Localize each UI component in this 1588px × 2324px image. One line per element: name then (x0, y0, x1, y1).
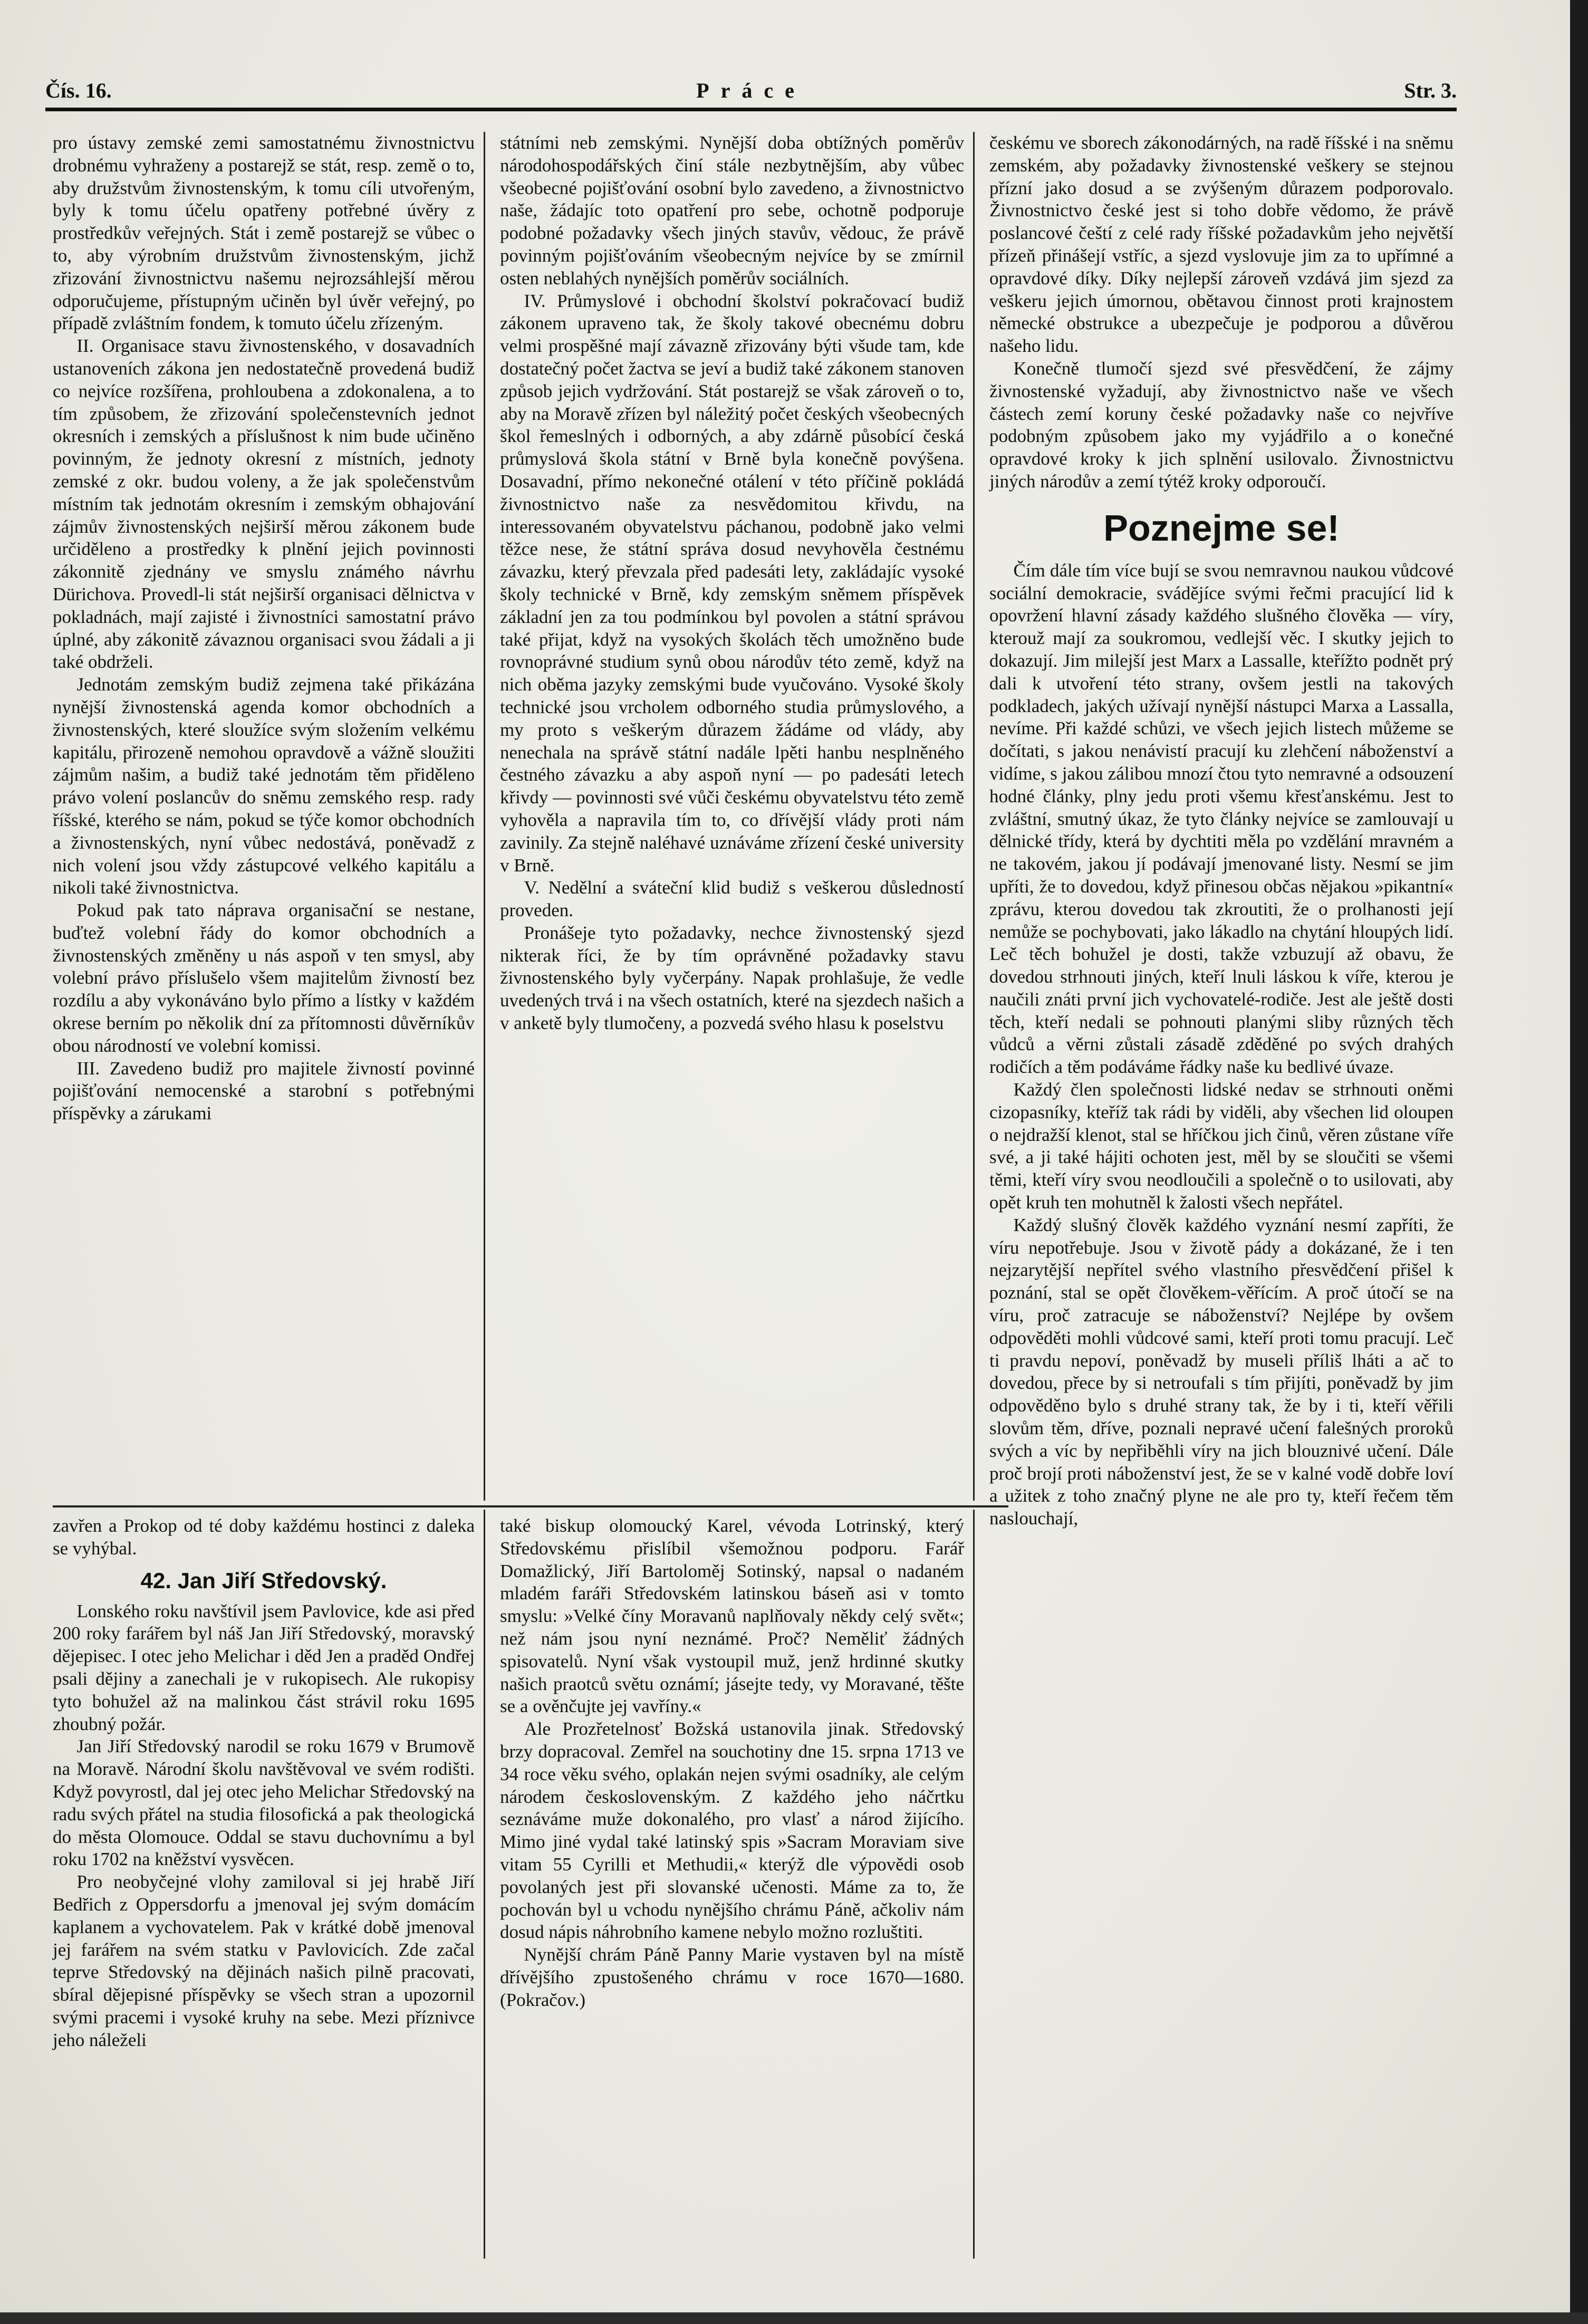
paragraph: V. Nedělní a sváteční klid budiž s veškerou důsledností proveden. (500, 877, 964, 921)
paragraph: Konečně tlumočí sjezd své přesvědčení, že zájmy živnostenské vyžadují, aby živnostnictvo naše ve všech částech zemí koruny české požadavky naše co nejvříve podobným způsobem jako my vyjádřilo a o konečné opravdové kroky k jich splnění usilovalo. Živnostnictvu jiných národův a zemí týtéž kroky odporoučí. (989, 358, 1454, 492)
paragraph: III. Zavedeno budiž pro majitele živností povinné pojišťování nemocenské a starobní s potřebnými příspěvky a zárukami (53, 1058, 475, 1124)
paragraph: Každý člen společnosti lidské nedav se strhnouti oněmi cizopasníky, kteříž tak rádi by viděli, aby všechen lid oloupen o nejdražší klenot, stal se hříčkou jich činů, věren zůstane víře své, a ji také hájiti ochoten jest, měl by se sloučiti se všemi těmi, kteří víry svou neodloučili a společně o to usilovati, aby opět kruh ten mohutněl k žalosti všech nepřátel. (989, 1079, 1454, 1213)
section-separator (53, 1505, 1008, 1507)
paragraph: Ale Prozřetelnosť Božská ustanovila jinak. Středovský brzy dopracoval. Zemřel na souchotiny dne 15. srpna 1713 ve 34 roce věku svého, oplakán nejen svými osadníky, ale celým národem československým. Z každého jeho náčrtku seznáváme muže dokonalého, pro vlasť a národ žijícího. Mimo jiné vydal také latinský spis »Sacram Moraviam sive vitam 55 Cyrilli et Methudii,« kterýž dle výpovědi osob povolaných jest při slovanské učenosti. Máme za to, že pochován byl u vchodu nynějšího chrámu Páně, ačkoliv nám dosud nápis náhrobního kamene nebylo možno rozluštiti. (500, 1718, 964, 1943)
column-2-upper (500, 132, 964, 1035)
issue-number: Čís. 16. (45, 79, 112, 102)
page-header (45, 78, 1457, 110)
column-1-lower (53, 1515, 475, 2052)
header-rule (45, 108, 1457, 111)
paragraph: Pronášeje tyto požadavky, nechce živnostenský sjezd nikterak říci, že by tím oprávněné požadavky stavu živnostenského byly vyčerpány. Napak prohlašuje, že vedle uvedených trvá i na všech ostatních, které na sjezdech našich a v anketě byly tlumočeny, a pozvedá svého hlasu k poselstvu (500, 922, 964, 1034)
article-title: 42. Jan Jiří Středovský. (140, 1568, 387, 1593)
column-rule-3 (484, 1510, 485, 2259)
paragraph: Čím dále tím více bují se svou nemravnou naukou vůdcové sociální demokracie, svádějíce svými řečmi pracující lid k opovržení hlavní zásady každého slušného člověka — víry, kterouž mají za soukromou, vedlejší věc. I skutky jejich to dokazují. Jim milejší jest Marx a Lassalle, kteřížto podnět prý dali k utvoření této strany, ovšem jestli na takových podkladech, jakých užívají nynější nástupci Marxa a Lassalla, nevíme. Při každé schůzi, ve všech jejich listech můžeme se dočítati, s jakou nenávistí pracují ku zlehčení náboženství a vidíme, s jakou zálibou mnozí čtou tyto nemravné a odsouzení hodné články, plny jedu proti všemu křesťanskému. Jest to zvláštní, smutný úkaz, že tyto články nejvíce se zamlouvají u dělnické třídy, která by dychtiti měla po vzdělání mravném a ne takovém, jakou jí podávají jmenované listy. Nesmí se jim upříti, že to dovedou, když přinesou občas nějakou »pikantní« zprávu, kterou dovedou tak zkroutiti, že o prolhanosti její nemůže se pochybovati, jako lákadlo na chytání hloupých lidí. Leč těch bohužel je dosti, takže vzbuzují až obavu, že dovedou strhnouti jiných, kteří lnuli láskou k víře, kterou je naučili znáti první jich vychovatelé-rodiče. Jest ale ještě dosti těch, kteří nedali se pohnouti planými sliby různých těch vůdců a věrni zůstali zásadě zděděné po svých drahých rodičích a těm podáváme řádky naše ku bedlivé úvaze. (989, 560, 1454, 1078)
column-3 (989, 132, 1454, 1530)
column-rule-1 (484, 132, 485, 1501)
scan-edge-right (1570, 0, 1588, 2324)
paragraph: Lonského roku navštívil jsem Pavlovice, kde asi před 200 roky farářem byl náš Jan Jiří Středovský, moravský dějepisec. I otec jeho Melichar i děd Jen a praděd Ondřej psali dějiny a zanechali je v rukopisech. Ale rukopisy tyto bohužel až na malinkou část strávil roku 1695 zhoubný požár. (53, 1600, 475, 1734)
paragraph: Jednotám zemským budiž zejmena také přikázána nynější živnostenská agenda komor obchodních a živnostenských, které sloužíce svým složením velkému kapitálu, přirozeně nemohou opravdově a vážně sloužiti zájmům našim, a budiž také jednotám těm přiděleno právo volení poslancův do sněmu zemského resp. rady říšské, kterého se nám, pokud se týče komor obchodních a živnostenských, nyní vůbec nedostává, poněvadž z nich volení jsou vždy zástupcové velkého kapitálu a nikoli také živnostnictva. (53, 674, 475, 898)
paragraph: Každý slušný člověk každého vyznání nesmí zapříti, že víru nepotřebuje. Jsou v životě pády a dokázané, že i ten nejzarytější nepřítel svého vlastního přesvědčení přišel k poznání, stal se opět člověkem-věřícím. A proč útočí se na víru, proč zatracuje se náboženství? Nejlépe by ovšem odpověděti mohli vůdcové sami, kteří proti tomu pracují. Leč ti pravdu nepoví, poněvadž by museli příliš lháti a ač to dovedou, přece by si netroufali s tím přijíti, poněvadž by jim odpověděno bylo s druhé strany tak, že by i ti, kteří věřili slovům těm, dříve, poznali nepravé učení falešných proroků svých a víc by nepřiběhli víry na jich blouznivé učení. Dále proč brojí proti náboženství jest, že se v kalné vodě dobře loví a užitek z toho značný plyne ne ale pro ty, kteří řečem těm naslouchají, (989, 1214, 1454, 1529)
scan-edge-bottom (0, 2312, 1588, 2324)
paragraph: pro ústavy zemské zemi samostatnému živnostnictvu drobnému vyhraženy a postarejž se stát, resp. země o to, aby družstvům živnostenským, k tomu cíli utvořeným, byly k tomu účelu opatřeny potřebné úvěry z prostředkův veřejných. Stát i země postarejž se vůbec o to, aby výrobním družstvům živnostenským, jichž zřizování živnostnictvu našemu nejrozsáhlejší měrou odporučujeme, přístupným učiněn byl úvěr veřejný, po případě zvláštním fondem, k tomuto účelu zřízeným. (53, 132, 475, 334)
paragraph: Pokud pak tato náprava organisační se nestane, buďtež volební řády do komor obchodních a živnostenských změněny u nás aspoň v ten smysl, aby volební právo příslušelo všem majitelům živností bez rozdílu a aby vykonáváno bylo přímo a lístky v každém okrese berním po několik dní za přítomnosti důvěrníkův obou národností ve volební komissi. (53, 900, 475, 1056)
paragraph: Nynější chrám Páně Panny Marie vystaven byl na místě dřívějšího zpustošeného chrámu v roce 1670—1680. (Pokračov.) (500, 1944, 964, 2010)
column-2-lower (500, 1515, 964, 2012)
paragraph: Pro neobyčejné vlohy zamiloval si jej hrabě Jiří Bedřich z Oppersdorfu a jmenoval jej svým domácím kaplanem a vychovatelem. Pak v krátké době jmenoval jej farářem na svém statku v Pavlovicích. Zde začal teprve Středovský na dějinách našich pilně pracovati, sbíral dějepisné příspěvky se všech stran a upozornil svými pracemi i vysoké kruhy na sebe. Mezi příznivce jeho náleželi (53, 1871, 475, 2050)
paragraph: českému ve sborech zákonodárných, na radě říšské i na sněmu zemském, aby požadavky živnostenské veškery se stejnou přízní jako dosud a se zvýšeným důrazem podporovalo. Živnostnictvo české jest si toho dobře vědomo, že právě poslancové čeští z celé rady říšské požadavkům jeho největší přízeň přinášejí vstříc, a sjezd vyslovuje jim za to upřímné a opravdové díky. Díky nejlepší zároveň vzdává jim sjezd za veškeru jejich úmornou, obětavou činnost proti krajnostem německé obstrukce a ubezpečuje je podporou a důvěrou našeho lidu. (989, 132, 1454, 357)
paragraph: II. Organisace stavu živnostenského, v dosavadních ustanoveních zákona jen nedostatečně provedená budiž co nejvíce rozšířena, prohloubena a zdokonalena, a to tím způsobem, že zřizování společenstevních jednot okresních i zemských a příslušnost k nim bude učiněno povinným, že jednoty okresní z místních, jednoty zemské z okr. budou voleny, a že jak společenstvům místním tak jednotám okresním i zemským obhajování zájmův živnostenských nejširší měrou zákonem bude určiděleno a prostředky k plnění jejich povinnosti zákonnitě zjednány ve smyslu známého návrhu Dürichova. Provedl-li stát nejširší organisaci dělnictva v pokladnách, mají zajisté i živnostníci samostatní právo úplné, aby zákonitě závaznou organisaci svou žádali a ji také obdrželi. (53, 335, 475, 673)
paragraph: také biskup olomoucký Karel, vévoda Lotrinský, který Středovskému přislíbil všemožnou podporu. Farář Domažlický, Jiří Bartoloměj Sotinský, napsal o nadaném mladém faráři Středovském latinskou báseň asi v tomto smyslu: »Velké číny Moravanů naplňovaly někdy celý svět«; než nám jsou nyní neznámé. Proč? Neměliť žádných spisovatelů. Nyní však vystoupil muž, jenž hrdinné skutky našich praotců světu oznámí; jásejte tedy, vy Moravané, těšte se a ověnčujte jej vavříny.« (500, 1515, 964, 1717)
paragraph: zavřen a Prokop od té doby každému hostinci z daleka se vyhýbal. (53, 1515, 475, 1559)
column-rule-2 (973, 132, 975, 1501)
page-number: Str. 3. (1404, 79, 1457, 102)
column-1-upper (53, 132, 475, 1125)
paragraph: státními neb zemskými. Nynější doba obtížných poměrův národohospodářských činí stále nezbytnějším, aby vůbec všeobecné pojišťování osobní bylo zavedeno, a živnostnictvo naše, žádajíc toto opatření pro sebe, ochotně podporuje podobné požadavky všech jiných stavův, vědouc, že právě povinným pojišťováním všeobecným nejvíce by se zmírnil osten neblahých nynějších poměrův sociálních. (500, 132, 964, 289)
article-title: Poznejme se! (1103, 507, 1340, 549)
paragraph: Jan Jiří Středovský narodil se roku 1679 v Brumově na Moravě. Národní školu navštěvoval ve svém rodišti. Když povyrostl, dal jej otec jeho Melichar Středovský na radu svých přátel na studia filosofická a pak theologická do města Olomouce. Oddal se stavu duchovnímu a byl roku 1702 na kněžství vysvěcen. (53, 1736, 475, 1870)
column-rule-4 (973, 1510, 975, 2259)
newspaper-title: Práce (696, 79, 806, 102)
paragraph: IV. Průmyslové i obchodní školství pokračovací budiž zákonem upraveno tak, že školy takové obecnému dobru velmi prospěšné mají závazně zřizovány býti všude tam, kde dostatečný počet žactva se jeví a budiž také zákonem stanoven způsob jejich vydržování. Stát postarejž se však zároveň o to, aby na Moravě zřízen byl náležitý počet českých všeobecných škol řemeslných i odborných, a aby zdárně působící česká průmyslová škola státní v Brně byla konečně povýšena. Dosavadní, přímo nekonečné otálení v této příčině pokládá živnostnictvo naše za nesvědomitou křivdu, na interessovaném obyvatelstvu páchanou, podobně jako velmi těžce nese, že státní správa dosud nevyhověla čestnému závazku, který převzala před padesáti lety, zakládajíc vysoké školy technické v Brně, kdy zemským sněmem příspěvek základní jen za tou podmínkou byl povolen a státní správou také přijat, když na vysokých školách těch umožněno bude rovnoprávné studium synů obou národův této země, když na nich oběma jazyky zemskými bude vyučováno. Vysoké školy technické jsou vrcholem odborného studia průmyslového, a my proto s veškerým důrazem žádáme od vlády, aby nenechala na správě státní nadále lpěti hanbu nesplněného čestného závazku a aby aspoň nyní — po padesáti letech křivdy — povinnosti své vůči českému obyvatelstvu této země vyhověla a napravila tím to, co dřívější vlády proti nám zavinily. Za stejně naléhavé uznáváme zřízení české university v Brně. (500, 290, 964, 876)
